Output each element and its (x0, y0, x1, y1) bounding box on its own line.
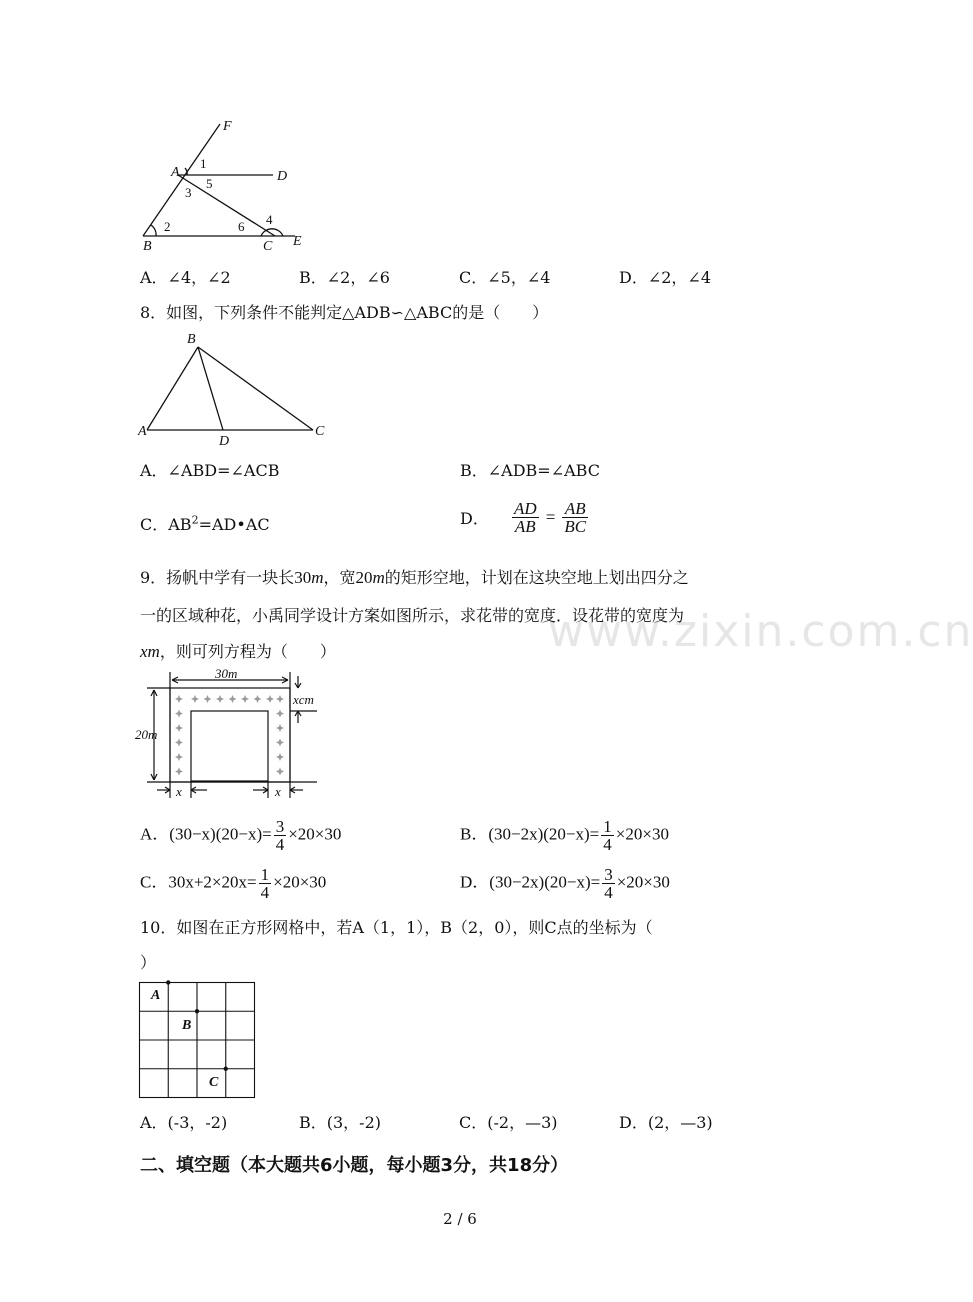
q9-label-x2: x (275, 784, 281, 799)
q7-label-f: F (223, 119, 232, 134)
section-heading-fill-in: 二、填空题（本大题共6小题，每小题3分，共18分） (140, 1155, 569, 1176)
flower-mark (241, 695, 249, 703)
q8-option-b[interactable]: B．∠ADB=∠ABC (460, 461, 600, 480)
q10-option-a[interactable]: A．(-3，-2) (140, 1113, 228, 1132)
q9-stem-line2: 一的区域种花，小禹同学设计方案如图所示，求花带的宽度．设花带的宽度为 (140, 606, 685, 625)
flower-mark (175, 739, 183, 747)
q8-label-a: A (138, 424, 147, 439)
q8-option-d-frac2: $\frac{AB}{BC}$ (564, 499, 587, 536)
q8-stem: 8．如图，下列条件不能判定△ADB∽△ABC的是（ ） (140, 303, 549, 322)
q9-stem-line1: 9．扬帆中学有一块长30m，宽20m的矩形空地，计划在这块空地上划出四分之 (140, 568, 689, 587)
q8-option-d[interactable] (460, 500, 590, 535)
q8-label-c: C (315, 424, 325, 439)
q7-option-a[interactable]: A．∠4，∠2 (140, 268, 231, 287)
page-number: 2 / 6 (443, 1210, 477, 1228)
flower-mark (175, 695, 183, 703)
q8-label-d: D (219, 434, 230, 449)
flower-mark (276, 724, 284, 732)
flower-mark (254, 695, 262, 703)
flower-mark (204, 695, 212, 703)
q9-figure (135, 668, 325, 802)
flower-mark (229, 695, 237, 703)
q7-label-d: D (277, 169, 288, 184)
q10-label-b: B (182, 1018, 192, 1033)
flower-mark (175, 724, 183, 732)
q9-option-b[interactable]: B．(30−2x)(20−x)= $\frac{1}{4}$ ×20×30 (460, 817, 669, 854)
flower-mark (175, 768, 183, 776)
q7-label-c: C (263, 239, 273, 254)
q7-label-2: 2 (164, 219, 171, 234)
flower-mark (276, 768, 284, 776)
q9-option-d[interactable]: D．(30−2x)(20−x)= $\frac{3}{4}$ ×20×30 (460, 865, 670, 902)
q10-option-d[interactable]: D．(2，—3) (619, 1113, 713, 1132)
flower-mark (175, 710, 183, 718)
q10-option-b[interactable]: B．(3，-2) (299, 1113, 382, 1132)
q7-label-3: 3 (185, 185, 192, 200)
q10-stem: 10．如图在正方形网格中，若A（1，1），B（2，0），则C点的坐标为（ (140, 918, 653, 937)
q8-option-c-prefix: C．AB (140, 515, 192, 534)
q7-label-1: 1 (200, 156, 207, 171)
q9-option-a[interactable]: A．(30−x)(20−x)= $\frac{3}{4}$ ×20×30 (140, 817, 342, 854)
q9-label-left: 20m (135, 727, 158, 742)
q7-label-a: A (171, 165, 180, 180)
q8-option-d-eq: = (545, 507, 556, 527)
q9-label-right: xcm (293, 692, 314, 707)
q8-option-d-frac1: $\frac{AD}{AB}$ (513, 499, 537, 536)
q10-stem-cont: ） (140, 953, 157, 972)
flower-mark (276, 753, 284, 761)
flower-mark (276, 739, 284, 747)
q9-label-top: 30m (215, 666, 238, 681)
flower-mark (175, 753, 183, 761)
flower-mark (216, 695, 224, 703)
q7-option-d[interactable]: D．∠2，∠4 (619, 268, 712, 287)
q9-option-c[interactable]: C．30x+2×20x= $\frac{1}{4}$ ×20×30 (140, 865, 327, 902)
flower-mark (276, 695, 284, 703)
watermark: www.zixin.com.cn (548, 606, 973, 657)
q7-figure (135, 112, 315, 252)
q9-stem-line3: xm，则可列方程为（ ） (140, 642, 336, 661)
q7-label-5: 5 (206, 176, 213, 191)
q8-figure (135, 327, 335, 449)
q7-label-b: B (143, 239, 152, 254)
flower-mark (276, 710, 284, 718)
q8-option-c-sup: 2 (191, 513, 199, 527)
q7-label-6: 6 (238, 219, 245, 234)
q7-option-b[interactable]: B．∠2，∠6 (299, 268, 390, 287)
q10-grid-figure (136, 978, 260, 1102)
flower-mark (266, 695, 274, 703)
q8-option-d-prefix: D． (460, 509, 489, 528)
q10-label-c: C (209, 1075, 219, 1090)
q8-option-a[interactable]: A．∠ABD=∠ACB (140, 461, 280, 480)
q8-label-b: B (187, 332, 196, 347)
q7-option-c[interactable]: C．∠5，∠4 (459, 268, 551, 287)
q7-label-4: 4 (266, 212, 273, 227)
q10-label-a: A (151, 988, 161, 1003)
flower-mark (191, 695, 199, 703)
q10-option-c[interactable]: C．(-2，—3) (459, 1113, 558, 1132)
q7-label-e: E (293, 234, 302, 249)
q8-option-c[interactable] (140, 512, 270, 535)
q8-option-c-suffix: =AD•AC (198, 515, 270, 534)
q9-label-x1: x (176, 784, 182, 799)
